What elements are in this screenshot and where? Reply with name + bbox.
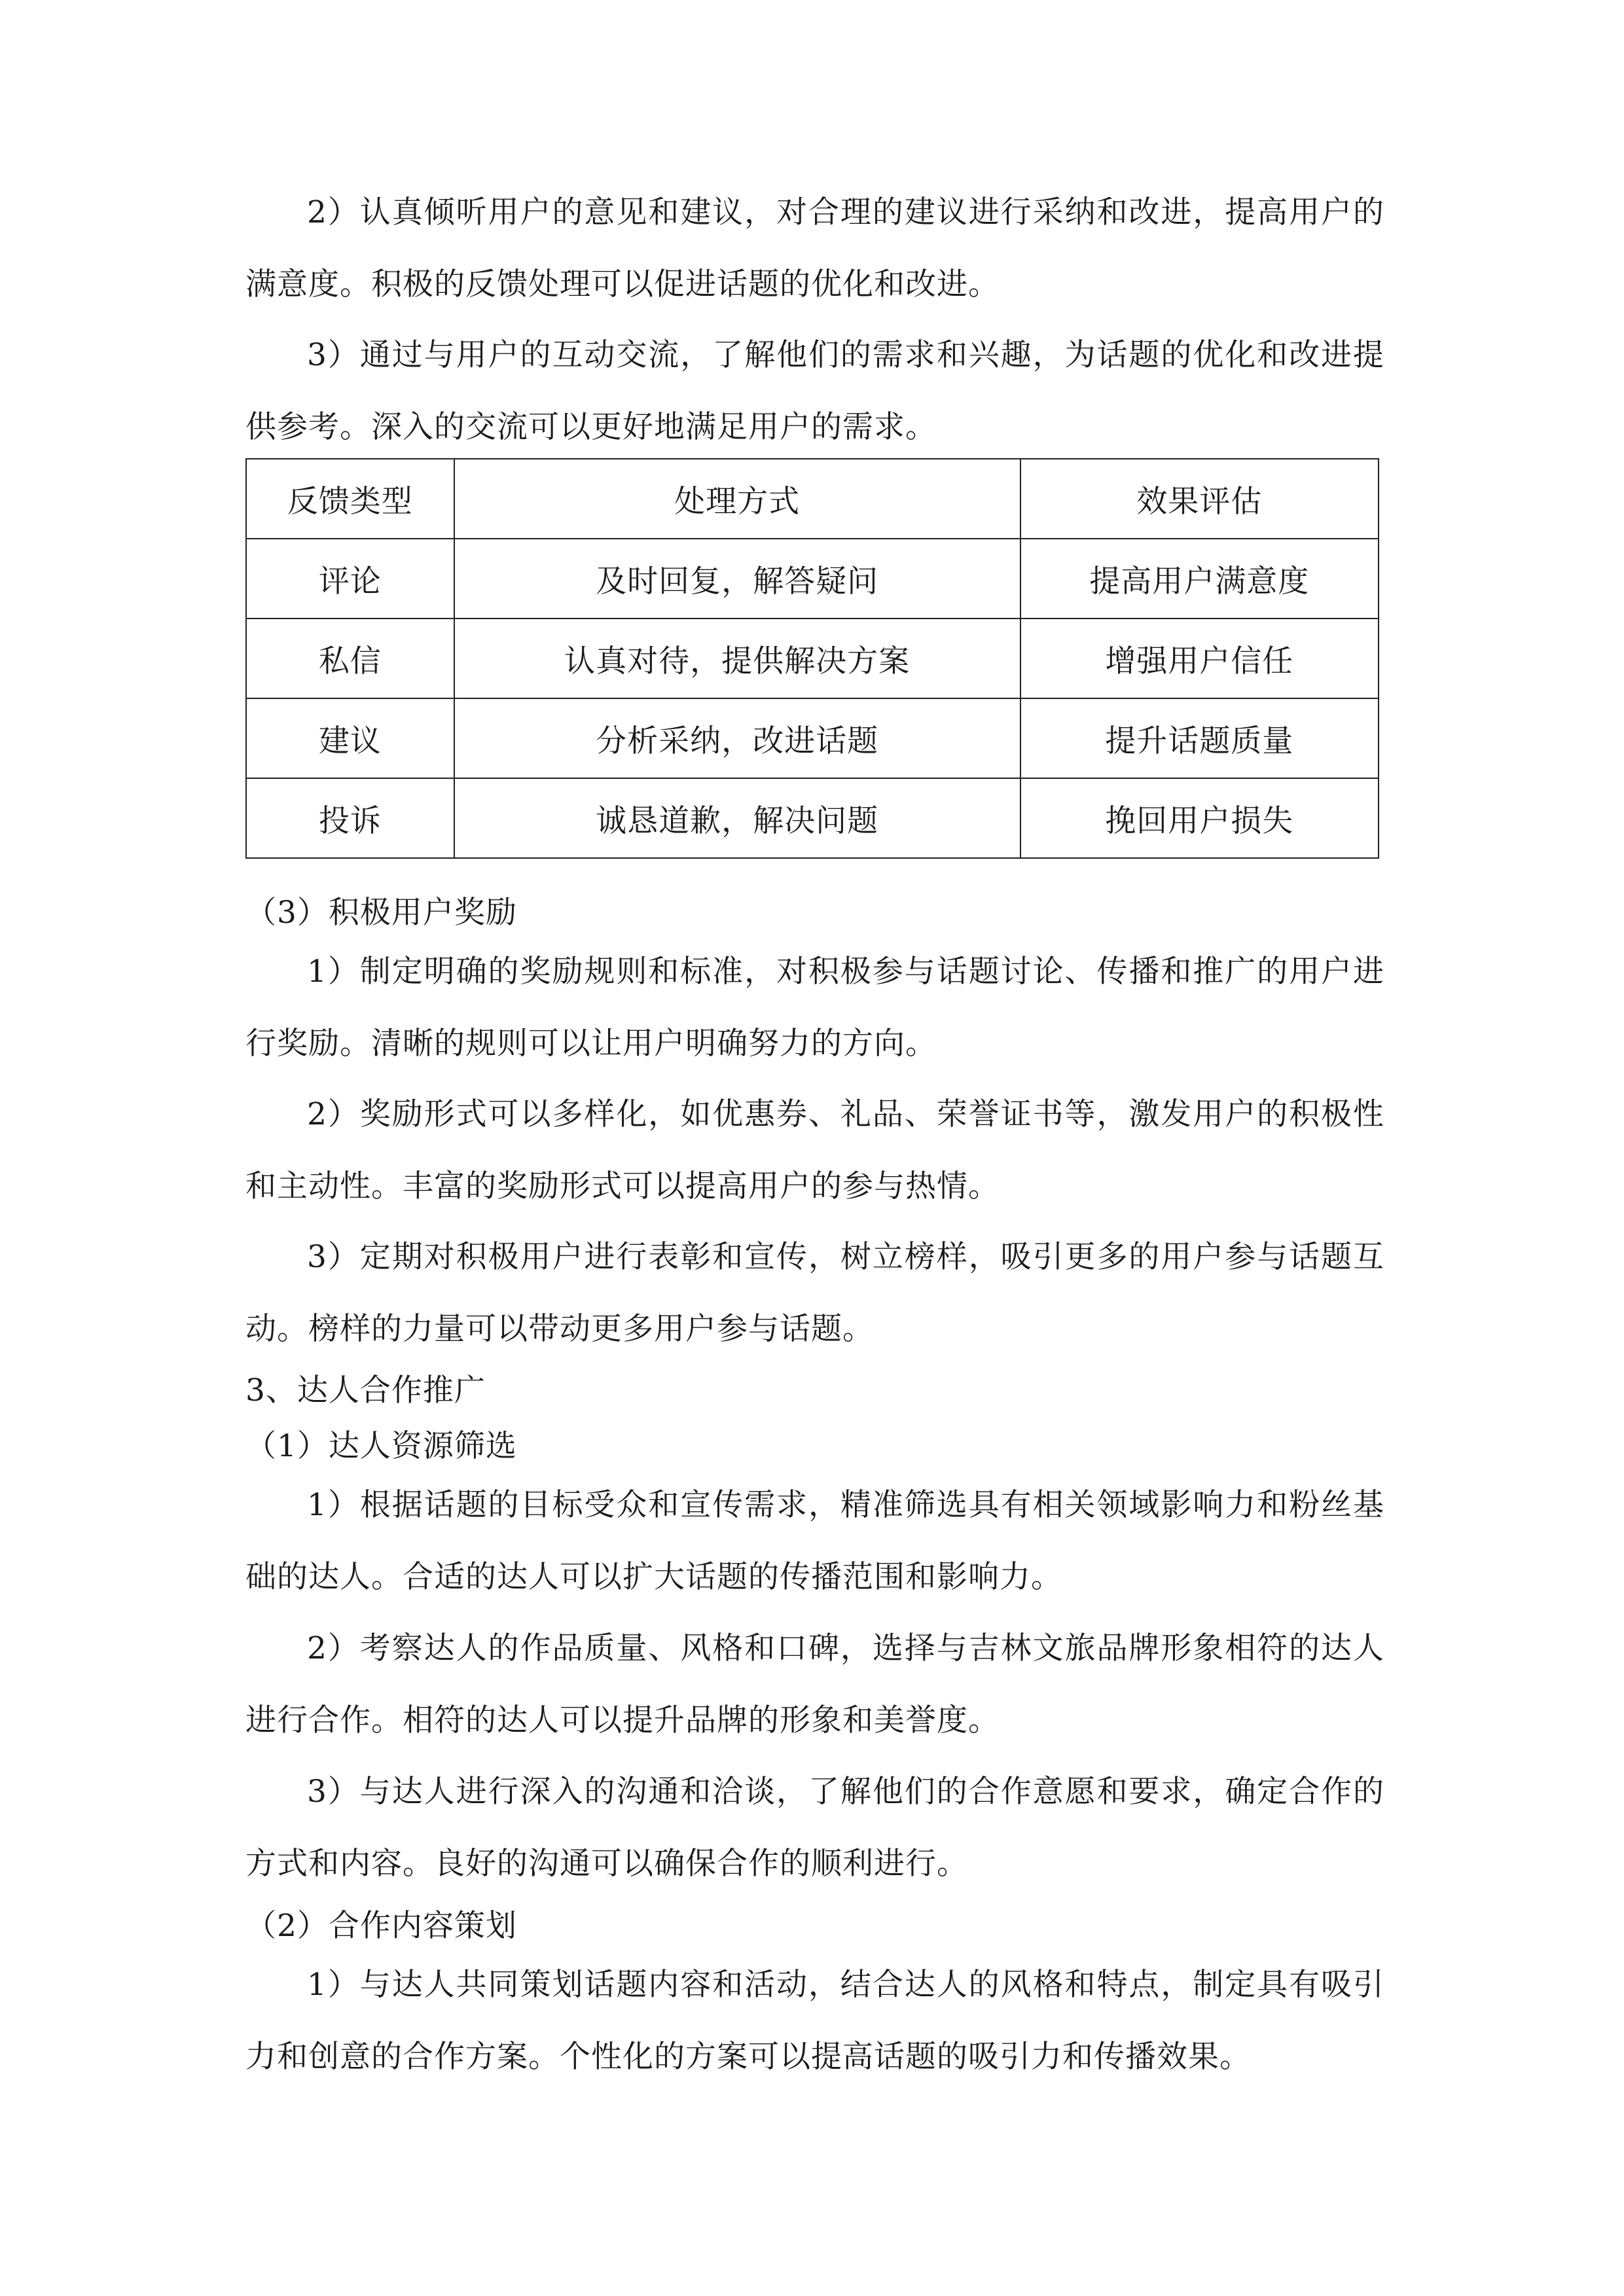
subsection-heading-kol-screening: （1）达人资源筛选 bbox=[245, 1428, 517, 1464]
section-heading-kol: 3、达人合作推广 bbox=[245, 1372, 486, 1408]
table-header-row bbox=[246, 459, 1379, 539]
table-cell: 诚恳道歉，解决问题 bbox=[454, 778, 1020, 858]
table-cell: 投诉 bbox=[246, 778, 454, 858]
paragraph-reward-1: 1）制定明确的奖励规则和标准，对积极参与话题讨论、传播和推广的用户进行奖励。清晰的规则可以让用户明确努力的方向。 bbox=[245, 954, 1384, 1062]
table-cell: 分析采纳，改进话题 bbox=[454, 698, 1020, 778]
table-row bbox=[246, 778, 1379, 858]
table-header-cell: 反馈类型 bbox=[246, 459, 454, 539]
feedback-table bbox=[245, 458, 1379, 859]
table-cell: 提高用户满意度 bbox=[1020, 539, 1379, 619]
table-row bbox=[246, 539, 1379, 619]
table-cell: 私信 bbox=[246, 619, 454, 698]
table-cell: 及时回复，解答疑问 bbox=[454, 539, 1020, 619]
table-cell: 评论 bbox=[246, 539, 454, 619]
subsection-heading-content-planning: （2）合作内容策划 bbox=[245, 1908, 517, 1944]
table-cell: 建议 bbox=[246, 698, 454, 778]
paragraph-reward-2: 2）奖励形式可以多样化，如优惠券、礼品、荣誉证书等，激发用户的积极性和主动性。丰富的奖励形式可以提高用户的参与热情。 bbox=[245, 1096, 1384, 1204]
table-header-cell: 处理方式 bbox=[454, 459, 1020, 539]
table-cell: 增强用户信任 bbox=[1020, 619, 1379, 698]
section-heading-reward: （3）积极用户奖励 bbox=[245, 895, 517, 931]
paragraph-kol-screening-2: 2）考察达人的作品质量、风格和口碑，选择与吉林文旅品牌形象相符的达人进行合作。相符的达人可以提升品牌的形象和美誉度。 bbox=[245, 1630, 1384, 1738]
paragraph-feedback-3: 3）通过与用户的互动交流，了解他们的需求和兴趣，为话题的优化和改进提供参考。深入的交流可以更好地满足用户的需求。 bbox=[245, 337, 1384, 445]
paragraph-reward-3: 3）定期对积极用户进行表彰和宣传，树立榜样，吸引更多的用户参与话题互动。榜样的力量可以带动更多用户参与话题。 bbox=[245, 1239, 1384, 1347]
table-row bbox=[246, 619, 1379, 698]
table-header-cell: 效果评估 bbox=[1020, 459, 1379, 539]
paragraph-kol-screening-1: 1）根据话题的目标受众和宣传需求，精准筛选具有相关领域影响力和粉丝基础的达人。合适的达人可以扩大话题的传播范围和影响力。 bbox=[245, 1487, 1384, 1595]
table-cell: 认真对待，提供解决方案 bbox=[454, 619, 1020, 698]
table-cell: 挽回用户损失 bbox=[1020, 778, 1379, 858]
paragraph-feedback-2: 2）认真倾听用户的意见和建议，对合理的建议进行采纳和改进，提高用户的满意度。积极的反馈处理可以促进话题的优化和改进。 bbox=[245, 194, 1384, 302]
paragraph-content-planning-1: 1）与达人共同策划话题内容和活动，结合达人的风格和特点，制定具有吸引力和创意的合作方案。个性化的方案可以提高话题的吸引力和传播效果。 bbox=[245, 1967, 1384, 2075]
table-row bbox=[246, 698, 1379, 778]
table-cell: 提升话题质量 bbox=[1020, 698, 1379, 778]
paragraph-kol-screening-3: 3）与达人进行深入的沟通和洽谈，了解他们的合作意愿和要求，确定合作的方式和内容。良好的沟通可以确保合作的顺利进行。 bbox=[245, 1774, 1384, 1882]
